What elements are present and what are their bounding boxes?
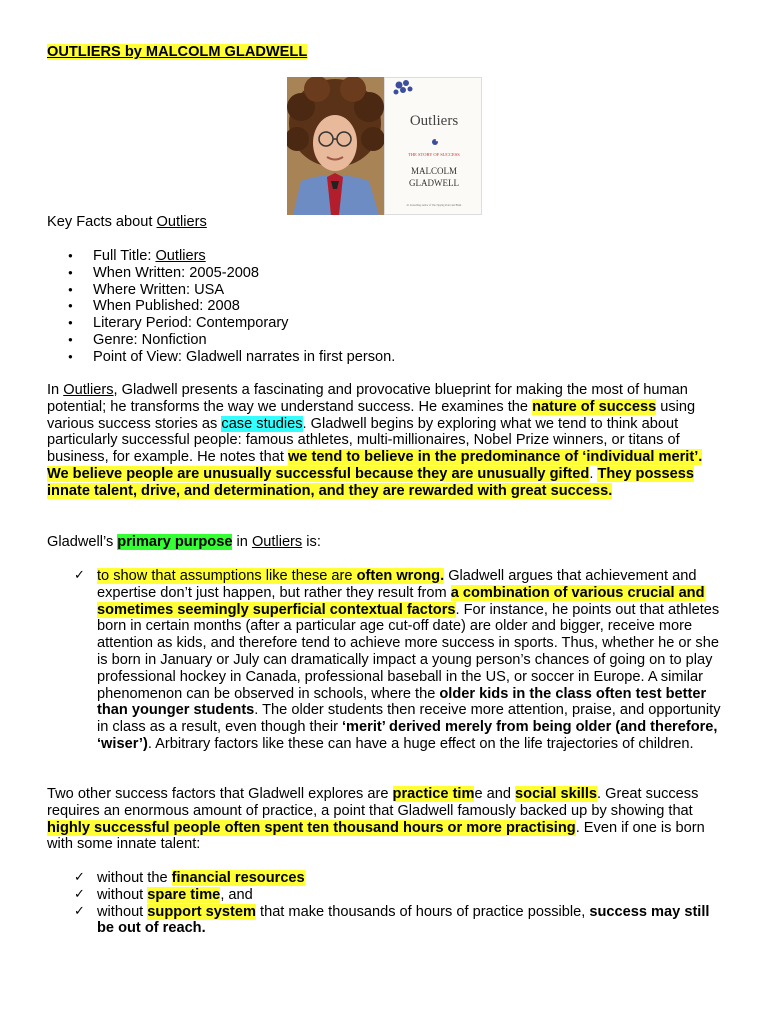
- checkmark-icon: ✓: [74, 886, 85, 902]
- key-facts-heading-text: Key Facts about: [47, 214, 157, 230]
- purpose-item: ✓ to show that assumptions like these are often wrong. Gladwell argues that achievement and expertise don’t just happen, but rather they result from a combination of various crucial and sometimes seemingly superficial contextual factors. For instance, he points out that athletes born in certain months (after a particular age cut-off date) are older and bigger, receive more attention as kids, and therefore tend to achieve more success in sports. Thus, whether he or she is born in January or July can dramatically impact a young person’s chances of going on to play professional hockey in Canada, professional baseball in the US, or soccer in Europe. A similar phenomenon can be observed in schools, where the older kids in the class often test better than younger students. The older students then receive more attention, praise, and opportunity in class as a result, even though their ‘merit’ derived merely from being older (and therefore, ‘wiser’). Arbitrary factors like these can have a huge effect on the life trajectories of children.: [74, 568, 721, 752]
- key-fact-value: USA: [194, 281, 225, 298]
- key-facts-heading: [47, 214, 722, 231]
- key-fact-value: Gladwell narrates in first person.: [186, 348, 396, 365]
- cover-author-first: MALCOLM: [410, 166, 458, 176]
- key-fact-label: Full Title:: [93, 248, 156, 264]
- key-fact-item: [68, 332, 395, 349]
- cover-title: Outliers: [409, 113, 459, 129]
- key-fact-value: 2008: [207, 298, 240, 315]
- key-fact-label: Where Written:: [93, 281, 195, 298]
- key-fact-item: [68, 349, 395, 366]
- cover-subtitle: THE STORY OF SUCCESS: [408, 152, 460, 157]
- highlight-ten-thousand-hours: highly successful people often spent ten thousand hours or more practising: [47, 819, 576, 836]
- author-portrait-illustration: [287, 77, 384, 215]
- key-fact-item: [68, 298, 395, 315]
- highlight-innate-talent: They possess innate talent, drive, and determination, and they are rewarded with great success.: [47, 465, 694, 499]
- key-fact-item: [68, 315, 395, 332]
- key-fact-value: 2005-2008: [189, 264, 260, 281]
- key-fact-item: [68, 282, 395, 299]
- key-facts-heading-book: Outliers: [156, 214, 207, 230]
- purpose-heading: Gladwell’s primary purpose in Outliers is:: [47, 534, 321, 550]
- highlight-social-skills: social skills: [515, 786, 597, 802]
- intro-paragraph: In Outliers, Gladwell presents a fascinating and provocative blueprint for making the most of human potential; he transforms the way we understand success. He examines the nature of success using various success stories as case studies. Gladwell begins by exploring what we tend to think about particularly successful people: famous athletes, multi-millionaires, Nobel Prize winners, or titans of business, for example. He notes that we tend to believe in the predominance of ‘individual merit’. We believe people are unusually successful because they are unusually gifted. They possess innate talent, drive, and determination, and they are rewarded with great success.: [47, 382, 703, 499]
- without-item: ✓ without the financial resources: [74, 870, 305, 886]
- key-fact-value: Outliers: [155, 248, 206, 264]
- book-cover: [384, 77, 482, 215]
- purpose-list: [74, 568, 724, 753]
- without-list: [74, 870, 724, 937]
- checkmark-icon: ✓: [74, 903, 85, 919]
- key-fact-label: When Written:: [93, 264, 190, 281]
- checkmark-icon: ✓: [74, 870, 85, 885]
- key-fact-item: [68, 248, 395, 265]
- book-cover-art: [385, 78, 481, 214]
- checkmark-icon: ✓: [74, 568, 85, 583]
- key-facts-list: [68, 248, 395, 366]
- key-fact-value: Contemporary: [196, 315, 289, 332]
- key-fact-item: [68, 265, 395, 282]
- highlight-case-studies: case studies: [221, 415, 303, 432]
- highlight-practice-time: practice tim: [392, 786, 475, 802]
- key-fact-label: Genre:: [93, 331, 142, 348]
- author-photo: [287, 77, 384, 215]
- cover-tagline: #1 bestselling author of The Tipping Point and Blink: [406, 204, 462, 207]
- key-fact-label: Point of View:: [93, 348, 187, 365]
- cover-author-last: GLADWELL: [409, 178, 459, 188]
- without-item: ✓ without spare time, and: [74, 886, 253, 903]
- key-fact-value: Nonfiction: [141, 331, 207, 348]
- factors-paragraph: Two other success factors that Gladwell explores are practice time and social skills. Great success requires an enormous amount of practice, a point that Gladwell famously backed up by showing that highly successful people often spent ten thousand hours or more practising. Even if one is born with some innate talent:: [47, 786, 705, 853]
- highlight-nature-of-success: nature of success: [532, 398, 657, 415]
- document-title: OUTLIERS by MALCOLM GLADWELL: [47, 44, 308, 60]
- highlight-primary-purpose: primary purpose: [117, 534, 233, 550]
- without-item: ✓ without support system that make thousands of hours of practice possible, success may still be out of reach.: [74, 903, 710, 937]
- key-fact-label: Literary Period:: [93, 315, 197, 332]
- highlight-individual-merit: we tend to believe in the predominance of ‘individual merit’. We believe people are unusually successful because they are unusually gifted: [47, 449, 703, 482]
- key-fact-label: When Published:: [93, 298, 208, 315]
